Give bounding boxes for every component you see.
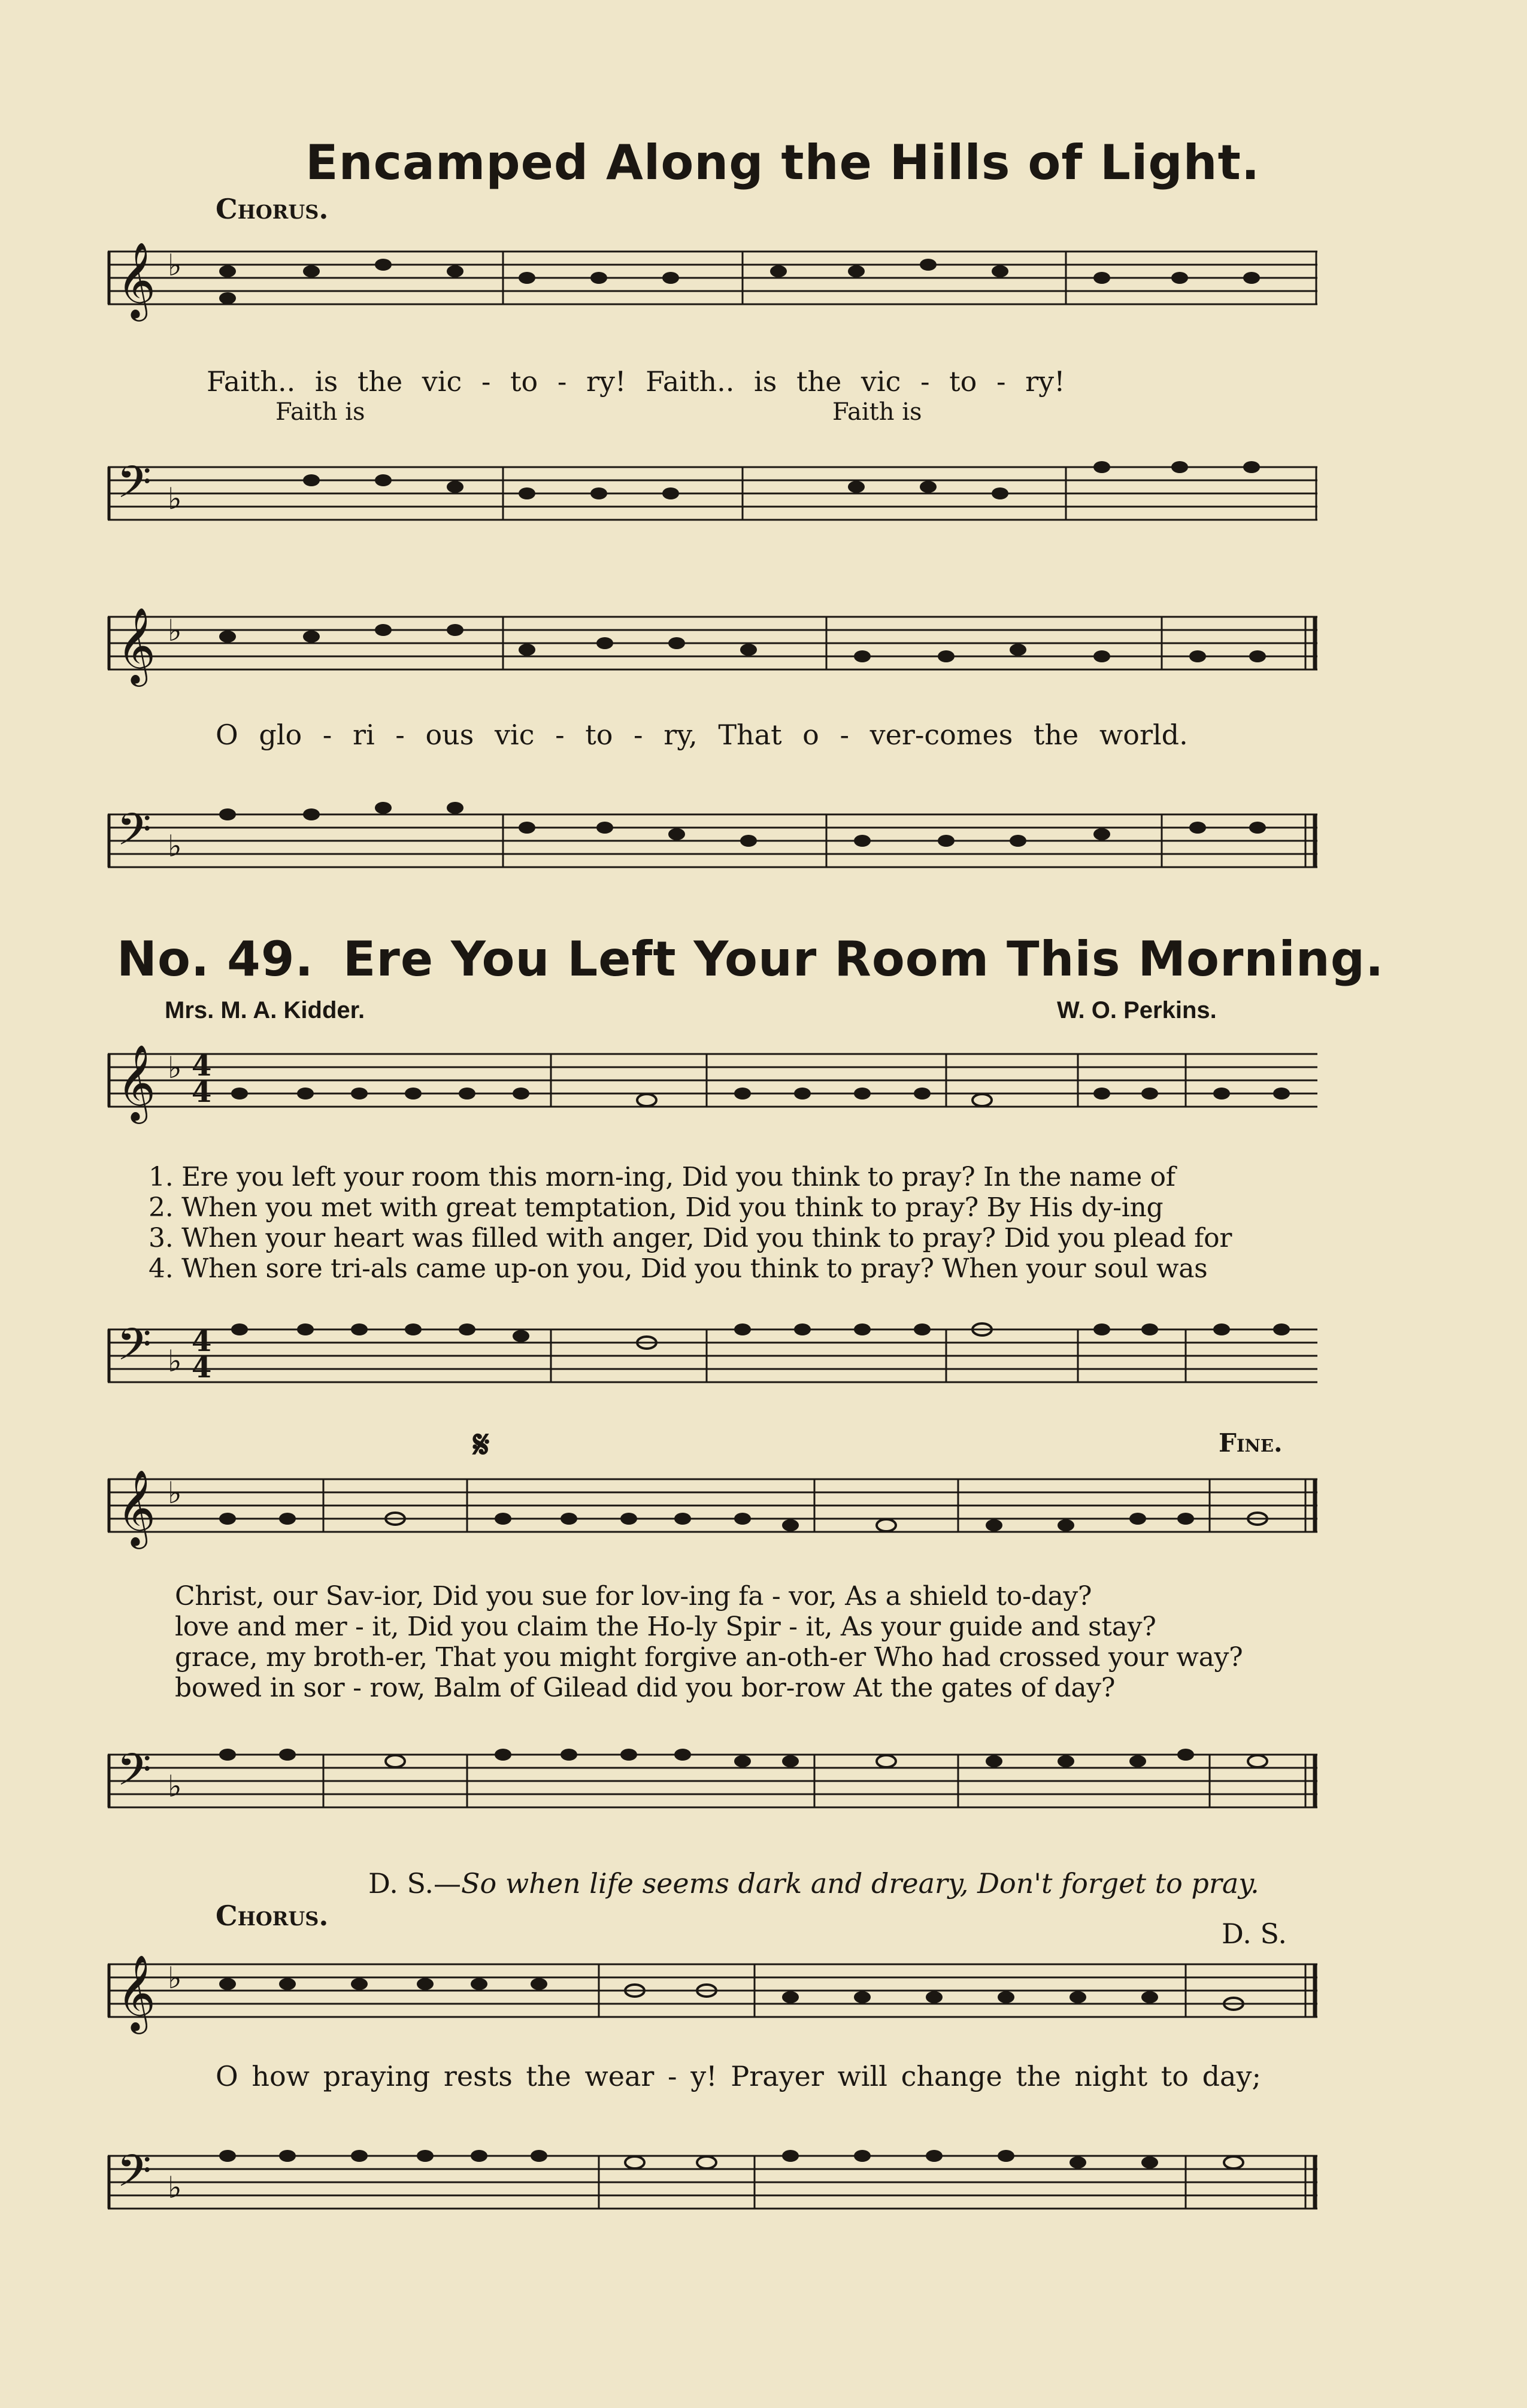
music-staff-bass-1 (108, 455, 1317, 539)
svg-text:♭: ♭ (168, 829, 182, 864)
music-staff-bass-2 (108, 802, 1317, 886)
svg-text:𝄞: 𝄞 (117, 1044, 156, 1120)
hymn-title-text: Ere You Left Your Room This Morning. (343, 931, 1384, 987)
verse-1-line-a: 1. Ere you left your room this morn-ing, Did you think to pray? In the name of (149, 1162, 1175, 1192)
hymn-49-title (117, 931, 1384, 987)
svg-text:4: 4 (192, 1351, 212, 1385)
verse-4-line-b: bowed in sor - row, Balm of Gilead did you bor-row At the gates of day? (175, 1673, 1116, 1703)
svg-text:♭: ♭ (168, 1050, 182, 1085)
verse-2-line-a: 2. When you met with great temptation, Did you think to pray? By His dy-ing (149, 1192, 1164, 1223)
fine-marker: Fine. (1219, 1428, 1283, 1458)
verse-3-line-b: grace, my broth-er, That you might forgive an-oth-er Who had crossed your way? (175, 1642, 1243, 1673)
svg-text:♭: ♭ (168, 1476, 182, 1510)
lyric-alt-2: Faith is (832, 398, 922, 426)
composer-credit: W. O. Perkins. (1057, 997, 1217, 1023)
svg-text:♭: ♭ (168, 248, 182, 283)
hymn-48-title: Encamped Along the Hills of Light. (305, 135, 1261, 190)
svg-text:𝄞: 𝄞 (117, 241, 156, 318)
music-staff-treble-2 (108, 605, 1317, 689)
verse-1-line-b: Christ, our Sav-ior, Did you sue for lov-ing fa - vor, As a shield to-day? (175, 1581, 1092, 1612)
ds-instruction (368, 1867, 1259, 1900)
chorus-label-49: Chorus. (216, 1900, 329, 1932)
svg-text:𝄢: 𝄢 (117, 1319, 152, 1382)
svg-text:𝄢: 𝄢 (117, 804, 152, 867)
music-staff-bass-3 (108, 1317, 1317, 1401)
svg-text:𝄢: 𝄢 (117, 456, 152, 519)
ds-label: D. S.— (368, 1867, 461, 1900)
ds-end-marker: D. S. (1222, 1918, 1287, 1950)
lyric-line-1: Faith.. is the vic - to - ry! Faith.. is the vic - to - ry! (207, 365, 1065, 398)
verse-block-2 (175, 1581, 1243, 1703)
music-staff-bass-5 (108, 2144, 1317, 2228)
verse-3-line-a: 3. When your heart was filled with anger, Did you think to pray? Did you plead for (149, 1223, 1232, 1253)
lyric-alt-1: Faith is (275, 398, 365, 426)
svg-text:♭: ♭ (168, 1344, 182, 1379)
chorus-label-48: Chorus. (216, 193, 329, 225)
music-staff-bass-4 (108, 1743, 1317, 1827)
segno-sign: 𝄋 (473, 1422, 490, 1467)
svg-text:4: 4 (192, 1325, 212, 1358)
svg-text:𝄢: 𝄢 (117, 1744, 152, 1807)
svg-text:4: 4 (192, 1049, 212, 1083)
verse-4-line-a: 4. When sore tri-als came up-on you, Did you think to pray? When your soul was (149, 1253, 1208, 1284)
music-staff-treble-5 (108, 1952, 1317, 2036)
svg-text:♭: ♭ (168, 2170, 182, 2205)
svg-text:𝄞: 𝄞 (117, 1469, 156, 1546)
ds-text: So when life seems dark and dreary, Don't forget to pray. (460, 1867, 1259, 1900)
music-staff-treble-3 (108, 1042, 1317, 1126)
svg-text:𝄞: 𝄞 (117, 1954, 156, 2031)
svg-text:♭: ♭ (168, 1769, 182, 1804)
hymn-number: No. 49. (117, 931, 314, 987)
verse-block-1 (149, 1162, 1232, 1284)
verse-2-line-b: love and mer - it, Did you claim the Ho-ly Spir - it, As your guide and stay? (175, 1612, 1156, 1642)
svg-text:4: 4 (192, 1076, 212, 1109)
chorus-lyric-line: O how praying rests the wear - y! Prayer will change the night to day; (216, 2060, 1261, 2092)
svg-text:♭: ♭ (168, 1961, 182, 1995)
music-staff-treble-4 (108, 1467, 1317, 1551)
music-staff-treble-1 (108, 240, 1317, 323)
svg-text:♭: ♭ (168, 613, 182, 648)
author-credit: Mrs. M. A. Kidder. (165, 997, 365, 1023)
svg-text:♭: ♭ (168, 481, 182, 516)
svg-text:𝄢: 𝄢 (117, 2145, 152, 2208)
lyric-line-2: O glo - ri - ous vic - to - ry, That o - ver-comes the world. (216, 719, 1188, 751)
svg-text:𝄞: 𝄞 (117, 607, 156, 683)
